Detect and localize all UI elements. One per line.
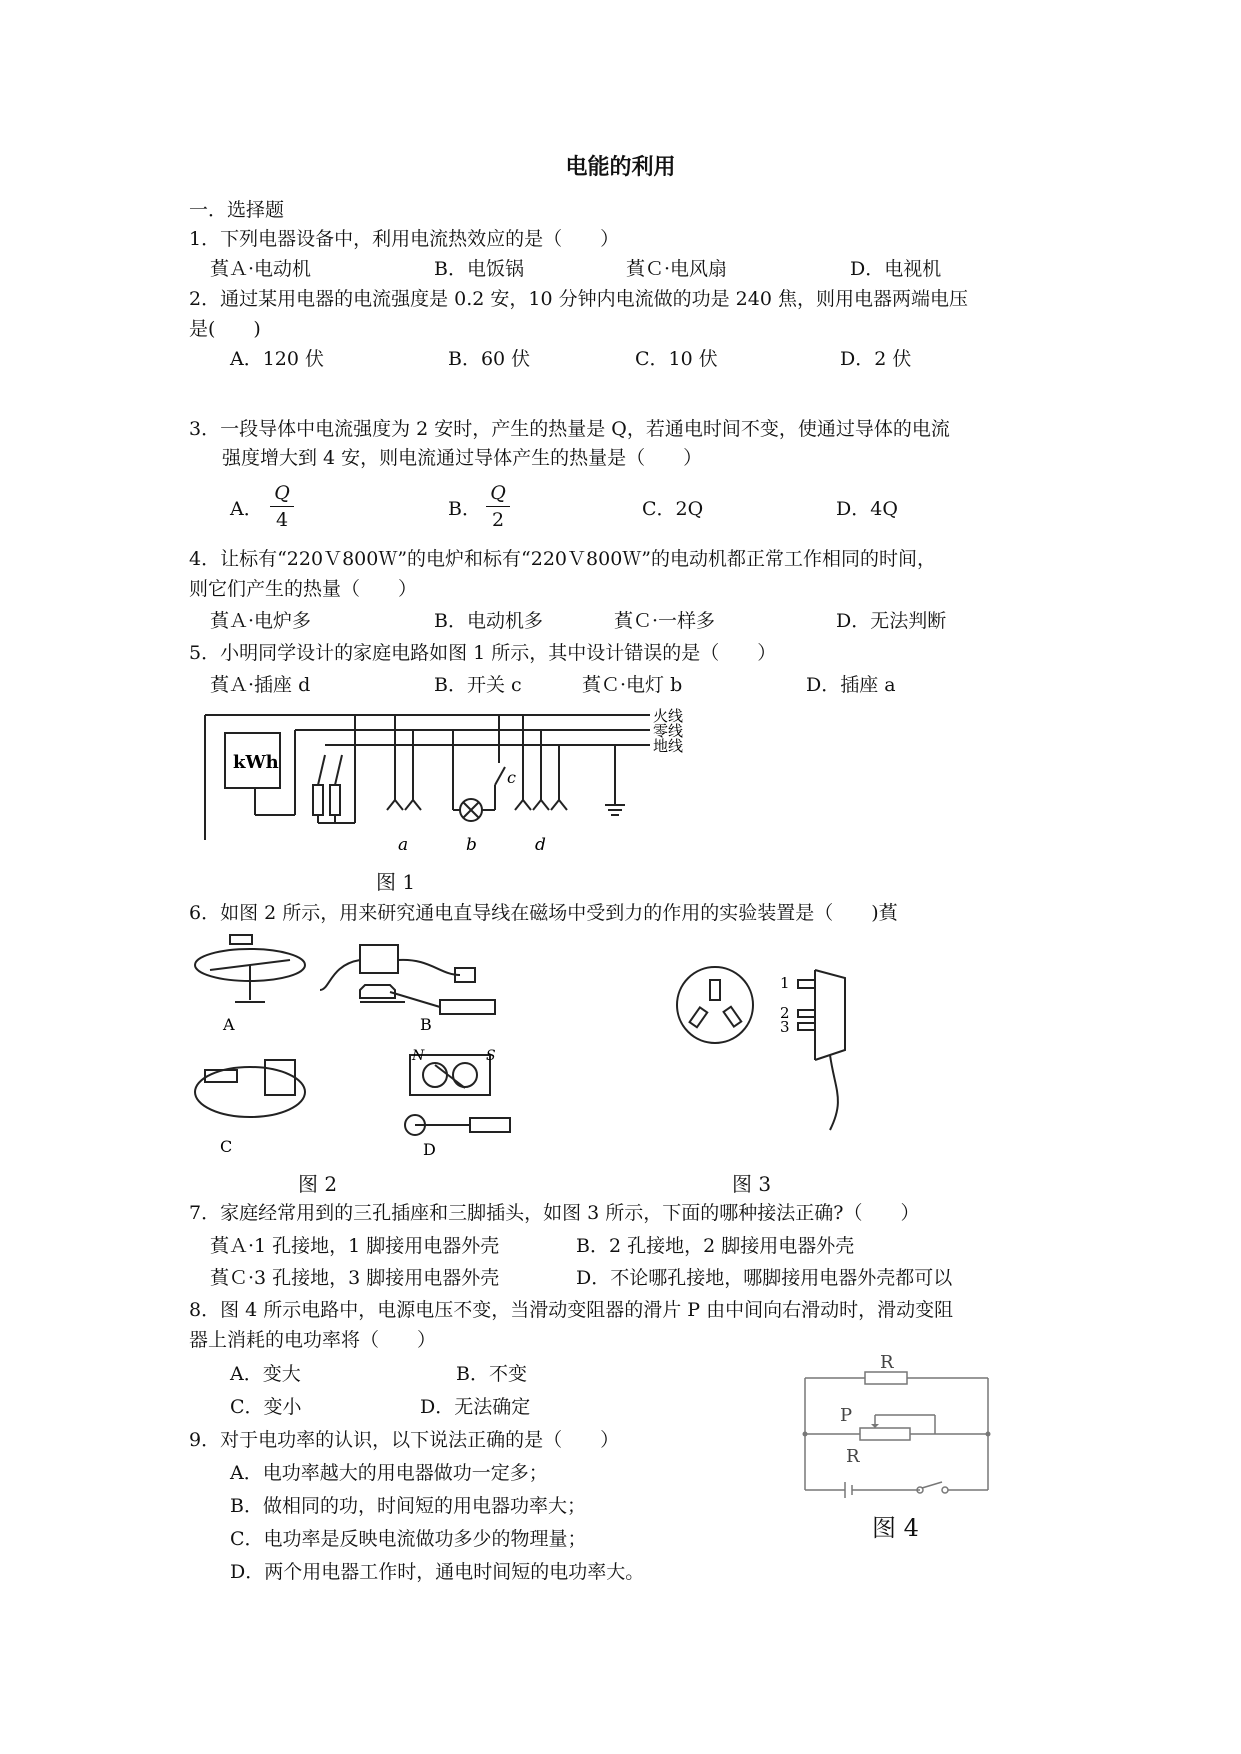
question-8-stem: 8．图 4 所示电路中，电源电压不变，当滑动变阻器的滑片 P 由中间向右滑动时，滑动变阻 <box>189 1299 954 1321</box>
q7-option-d[interactable]: D．不论哪孔接地，哪脚接用电器外壳都可以 <box>576 1267 953 1289</box>
magnet-s-label: S <box>486 1048 496 1064</box>
apparatus-a-label: A <box>223 1015 235 1034</box>
q8-option-a[interactable]: A．变大 <box>230 1363 301 1385</box>
plug-pin-2-label: 2 <box>780 1004 790 1022</box>
question-4-stem: 4．让标有“220Ｖ800Ｗ”的电炉和标有“220Ｖ800Ｗ”的电动机都正常工作相同的时间， <box>189 548 937 570</box>
q8-option-d[interactable]: D．无法确定 <box>420 1396 531 1418</box>
question-2-stem-cont: 是( ) <box>189 318 261 340</box>
q5-option-c[interactable]: 萯Ｃ·电灯 b <box>582 674 683 696</box>
apparatus-b-label: B <box>420 1015 432 1034</box>
kwh-meter-label: kWh <box>233 752 279 773</box>
page-title: 电能的利用 <box>565 155 676 180</box>
q9-option-a[interactable]: A．电功率越大的用电器做功一定多； <box>230 1462 548 1484</box>
question-2-stem: 2．通过某用电器的电流强度是 0.2 安，10 分钟内电流做的功是 240 焦，则用电器两端电压 <box>189 288 968 310</box>
apparatus-c-label: C <box>220 1137 233 1156</box>
question-6-stem: 6．如图 2 所示，用来研究通电直导线在磁场中受到力的作用的实验装置是（ )萯 <box>189 902 898 924</box>
q7-option-b[interactable]: B．2 孔接地，2 脚接用电器外壳 <box>576 1235 855 1257</box>
figure-3-caption: 图 3 <box>732 1172 772 1196</box>
socket-d-label: d <box>535 835 546 855</box>
q3-option-b[interactable] <box>448 496 481 522</box>
question-9-stem: 9．对于电功率的认识，以下说法正确的是（ ） <box>189 1429 620 1451</box>
q9-option-b[interactable]: B．做相同的功，时间短的用电器功率大； <box>230 1495 586 1517</box>
lamp-b-label: b <box>466 835 477 855</box>
q3-option-b-label: B． <box>448 498 481 520</box>
question-3-stem-cont: 强度增大到 4 安，则电流通过导体产生的热量是（ ） <box>222 447 703 469</box>
q1-option-a[interactable]: 萯Ａ·电动机 <box>210 258 312 280</box>
figure-1-circuit <box>195 705 705 855</box>
q1-option-d[interactable]: D．电视机 <box>850 258 942 280</box>
apparatus-d-label: D <box>423 1140 436 1159</box>
q3-option-b-fraction <box>486 482 510 531</box>
q3-b-numerator: Q <box>490 482 506 504</box>
ground-wire-label: 地线 <box>653 737 684 755</box>
magnet-n-label: N <box>412 1048 425 1064</box>
figure-2-caption: 图 2 <box>298 1172 338 1196</box>
q4-option-d[interactable]: D．无法判断 <box>836 610 947 632</box>
neutral-wire-label: 零线 <box>653 722 684 740</box>
q2-option-d[interactable]: D．2 伏 <box>840 348 912 370</box>
q2-option-c[interactable]: C．10 伏 <box>635 348 718 370</box>
figure-2-apparatus <box>190 930 550 1165</box>
q4-option-c[interactable]: 萯Ｃ·一样多 <box>614 610 716 632</box>
q5-option-a[interactable]: 萯Ａ·插座 d <box>210 674 311 696</box>
q3-option-a-label: A． <box>230 498 263 520</box>
plug-pin-1-label: 1 <box>780 974 790 992</box>
question-8-stem-cont: 器上消耗的电功率将（ ） <box>189 1329 437 1351</box>
plug-pin-3-label: 3 <box>780 1018 790 1036</box>
q3-a-numerator: Q <box>274 482 290 504</box>
q3-a-denominator: 4 <box>275 509 289 531</box>
question-4-stem-cont: 则它们产生的热量（ ） <box>189 578 418 600</box>
figure-4-caption: 图 4 <box>872 1514 919 1542</box>
q2-option-b[interactable]: B．60 伏 <box>448 348 531 370</box>
figure-1-caption: 图 1 <box>376 870 416 894</box>
q1-option-b[interactable]: B．电饭锅 <box>434 258 524 280</box>
q3-option-a[interactable] <box>230 496 263 522</box>
figure-3-socket-plug <box>670 950 870 1140</box>
socket-a-label: a <box>398 835 409 855</box>
q5-option-b[interactable]: B．开关 c <box>434 674 522 696</box>
q9-option-d[interactable]: D．两个用电器工作时，通电时间短的电功率大。 <box>230 1561 645 1583</box>
q3-b-denominator: 2 <box>491 509 505 531</box>
question-3-stem: 3．一段导体中电流强度为 2 安时，产生的热量是 Q，若通电时间不变，使通过导体的电流 <box>189 418 950 440</box>
rheostat-r-label: R <box>846 1446 860 1467</box>
q3-option-c[interactable]: C．2Q <box>642 498 704 520</box>
q3-option-d[interactable]: D．4Q <box>836 498 898 520</box>
q8-option-b[interactable]: B．不变 <box>456 1363 527 1385</box>
slider-p-label: P <box>840 1405 853 1426</box>
q4-option-b[interactable]: B．电动机多 <box>434 610 543 632</box>
q7-option-a[interactable]: 萯Ａ·1 孔接地，1 脚接用电器外壳 <box>210 1235 500 1257</box>
resistor-r-label: R <box>880 1352 894 1373</box>
question-1-stem: 1．下列电器设备中，利用电流热效应的是（ ） <box>189 228 620 250</box>
q1-option-c[interactable]: 萯Ｃ·电风扇 <box>626 258 728 280</box>
section-heading: 一．选择题 <box>189 199 285 221</box>
q7-option-c[interactable]: 萯Ｃ·3 孔接地，3 脚接用电器外壳 <box>210 1267 500 1289</box>
q4-option-a[interactable]: 萯Ａ·电炉多 <box>210 610 312 632</box>
q9-option-c[interactable]: C．电功率是反映电流做功多少的物理量； <box>230 1528 587 1550</box>
q3-option-a-fraction <box>270 482 294 531</box>
q5-option-d[interactable]: D．插座 a <box>806 674 896 696</box>
q2-option-a[interactable]: A．120 伏 <box>230 348 325 370</box>
q8-option-c[interactable]: C．变小 <box>230 1396 302 1418</box>
question-7-stem: 7．家庭经常用到的三孔插座和三脚插头，如图 3 所示，下面的哪种接法正确?（ ） <box>189 1202 920 1224</box>
live-wire-label: 火线 <box>653 707 684 725</box>
question-5-stem: 5．小明同学设计的家庭电路如图 1 所示，其中设计错误的是（ ） <box>189 642 777 664</box>
switch-c-label: c <box>507 768 516 787</box>
